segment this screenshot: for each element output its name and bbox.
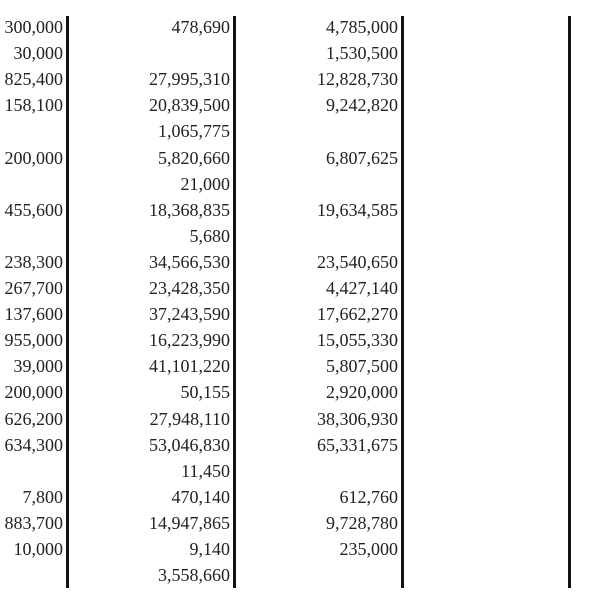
table-cell: 235,000: [339, 539, 398, 559]
table-cell: 27,995,310: [149, 69, 230, 90]
table-cell: 23,428,350: [149, 278, 230, 298]
table-cell: 883,700: [4, 512, 63, 533]
table-cell: 238,300: [4, 251, 63, 272]
table-row: [0, 14, 600, 40]
table-cell: 18,368,835: [149, 199, 230, 220]
table-cell: 50,155: [180, 382, 230, 403]
table-row: [0, 327, 600, 353]
table-cell: 5,807,500: [326, 356, 398, 377]
table-cell: 470,140: [171, 486, 230, 507]
table-row: [0, 432, 600, 458]
table-row: [0, 406, 600, 432]
table-cell: 6,807,625: [326, 147, 398, 168]
table-row: [0, 379, 600, 405]
table-row: [0, 92, 600, 118]
table-row: [0, 353, 600, 379]
table-cell: 4,427,140: [326, 278, 398, 298]
table-cell: 37,243,590: [149, 304, 230, 325]
table-row: [0, 301, 600, 327]
table-cell: 30,000: [13, 43, 63, 64]
table-cell: 9,728,780: [326, 512, 398, 533]
table-cell: 612,760: [339, 486, 398, 507]
table-row: [0, 275, 600, 301]
table-cell: 955,000: [4, 330, 63, 351]
table-cell: 23,540,650: [317, 251, 398, 272]
table-cell: 11,450: [181, 460, 230, 481]
table-cell: 65,331,675: [317, 434, 398, 455]
table-cell: 16,223,990: [149, 330, 230, 351]
table-cell: 4,785,000: [326, 17, 398, 37]
table-cell: 14,947,865: [149, 512, 230, 533]
table-cell: 21,000: [180, 173, 230, 194]
table-cell: 158,100: [4, 95, 63, 116]
table-cell: 200,000: [4, 147, 63, 168]
table-cell: 27,948,110: [149, 408, 230, 429]
table-cell: 1,065,775: [158, 121, 230, 142]
table-cell: 41,101,220: [149, 356, 230, 377]
table-cell: 634,300: [4, 434, 63, 455]
table-cell: 455,600: [4, 199, 63, 220]
table-cell: 1,530,500: [326, 43, 398, 64]
table-cell: 39,000: [13, 356, 63, 377]
table-row: [0, 197, 600, 223]
table-row: [0, 458, 600, 484]
table-row: [0, 249, 600, 275]
table-cell: 15,055,330: [317, 330, 398, 351]
table-cell: 267,700: [4, 278, 63, 298]
table-cell: 7,800: [22, 486, 63, 507]
table-cell: 19,634,585: [317, 199, 398, 220]
table-cell: 9,242,820: [326, 95, 398, 116]
table-cell: 12,828,730: [317, 69, 398, 90]
table-row: [0, 171, 600, 197]
table-cell: 17,662,270: [317, 304, 398, 325]
table-cell: 10,000: [13, 539, 63, 559]
table-cell: 5,820,660: [158, 147, 230, 168]
table-cell: 5,680: [189, 225, 230, 246]
table-row: [0, 223, 600, 249]
table-row: [0, 40, 600, 66]
table-cell: 20,839,500: [149, 95, 230, 116]
table-row: [0, 536, 600, 562]
table-cell: 478,690: [171, 17, 230, 37]
table-row: [0, 510, 600, 536]
table-cell: 825,400: [4, 69, 63, 90]
table-row: [0, 145, 600, 171]
table-cell: 3,558,660: [158, 565, 230, 586]
table-row: [0, 66, 600, 92]
table-row: [0, 562, 600, 588]
table-cell: 200,000: [4, 382, 63, 403]
table-cell: 626,200: [4, 408, 63, 429]
table-cell: 137,600: [4, 304, 63, 325]
table-cell: 34,566,530: [149, 251, 230, 272]
table-cell: 38,306,930: [317, 408, 398, 429]
table-cell: 2,920,000: [326, 382, 398, 403]
table-cell: 53,046,830: [149, 434, 230, 455]
table-row: [0, 118, 600, 144]
table-cell: 300,000: [4, 17, 63, 37]
table-row: [0, 484, 600, 510]
table-cell: 9,140: [189, 539, 230, 559]
